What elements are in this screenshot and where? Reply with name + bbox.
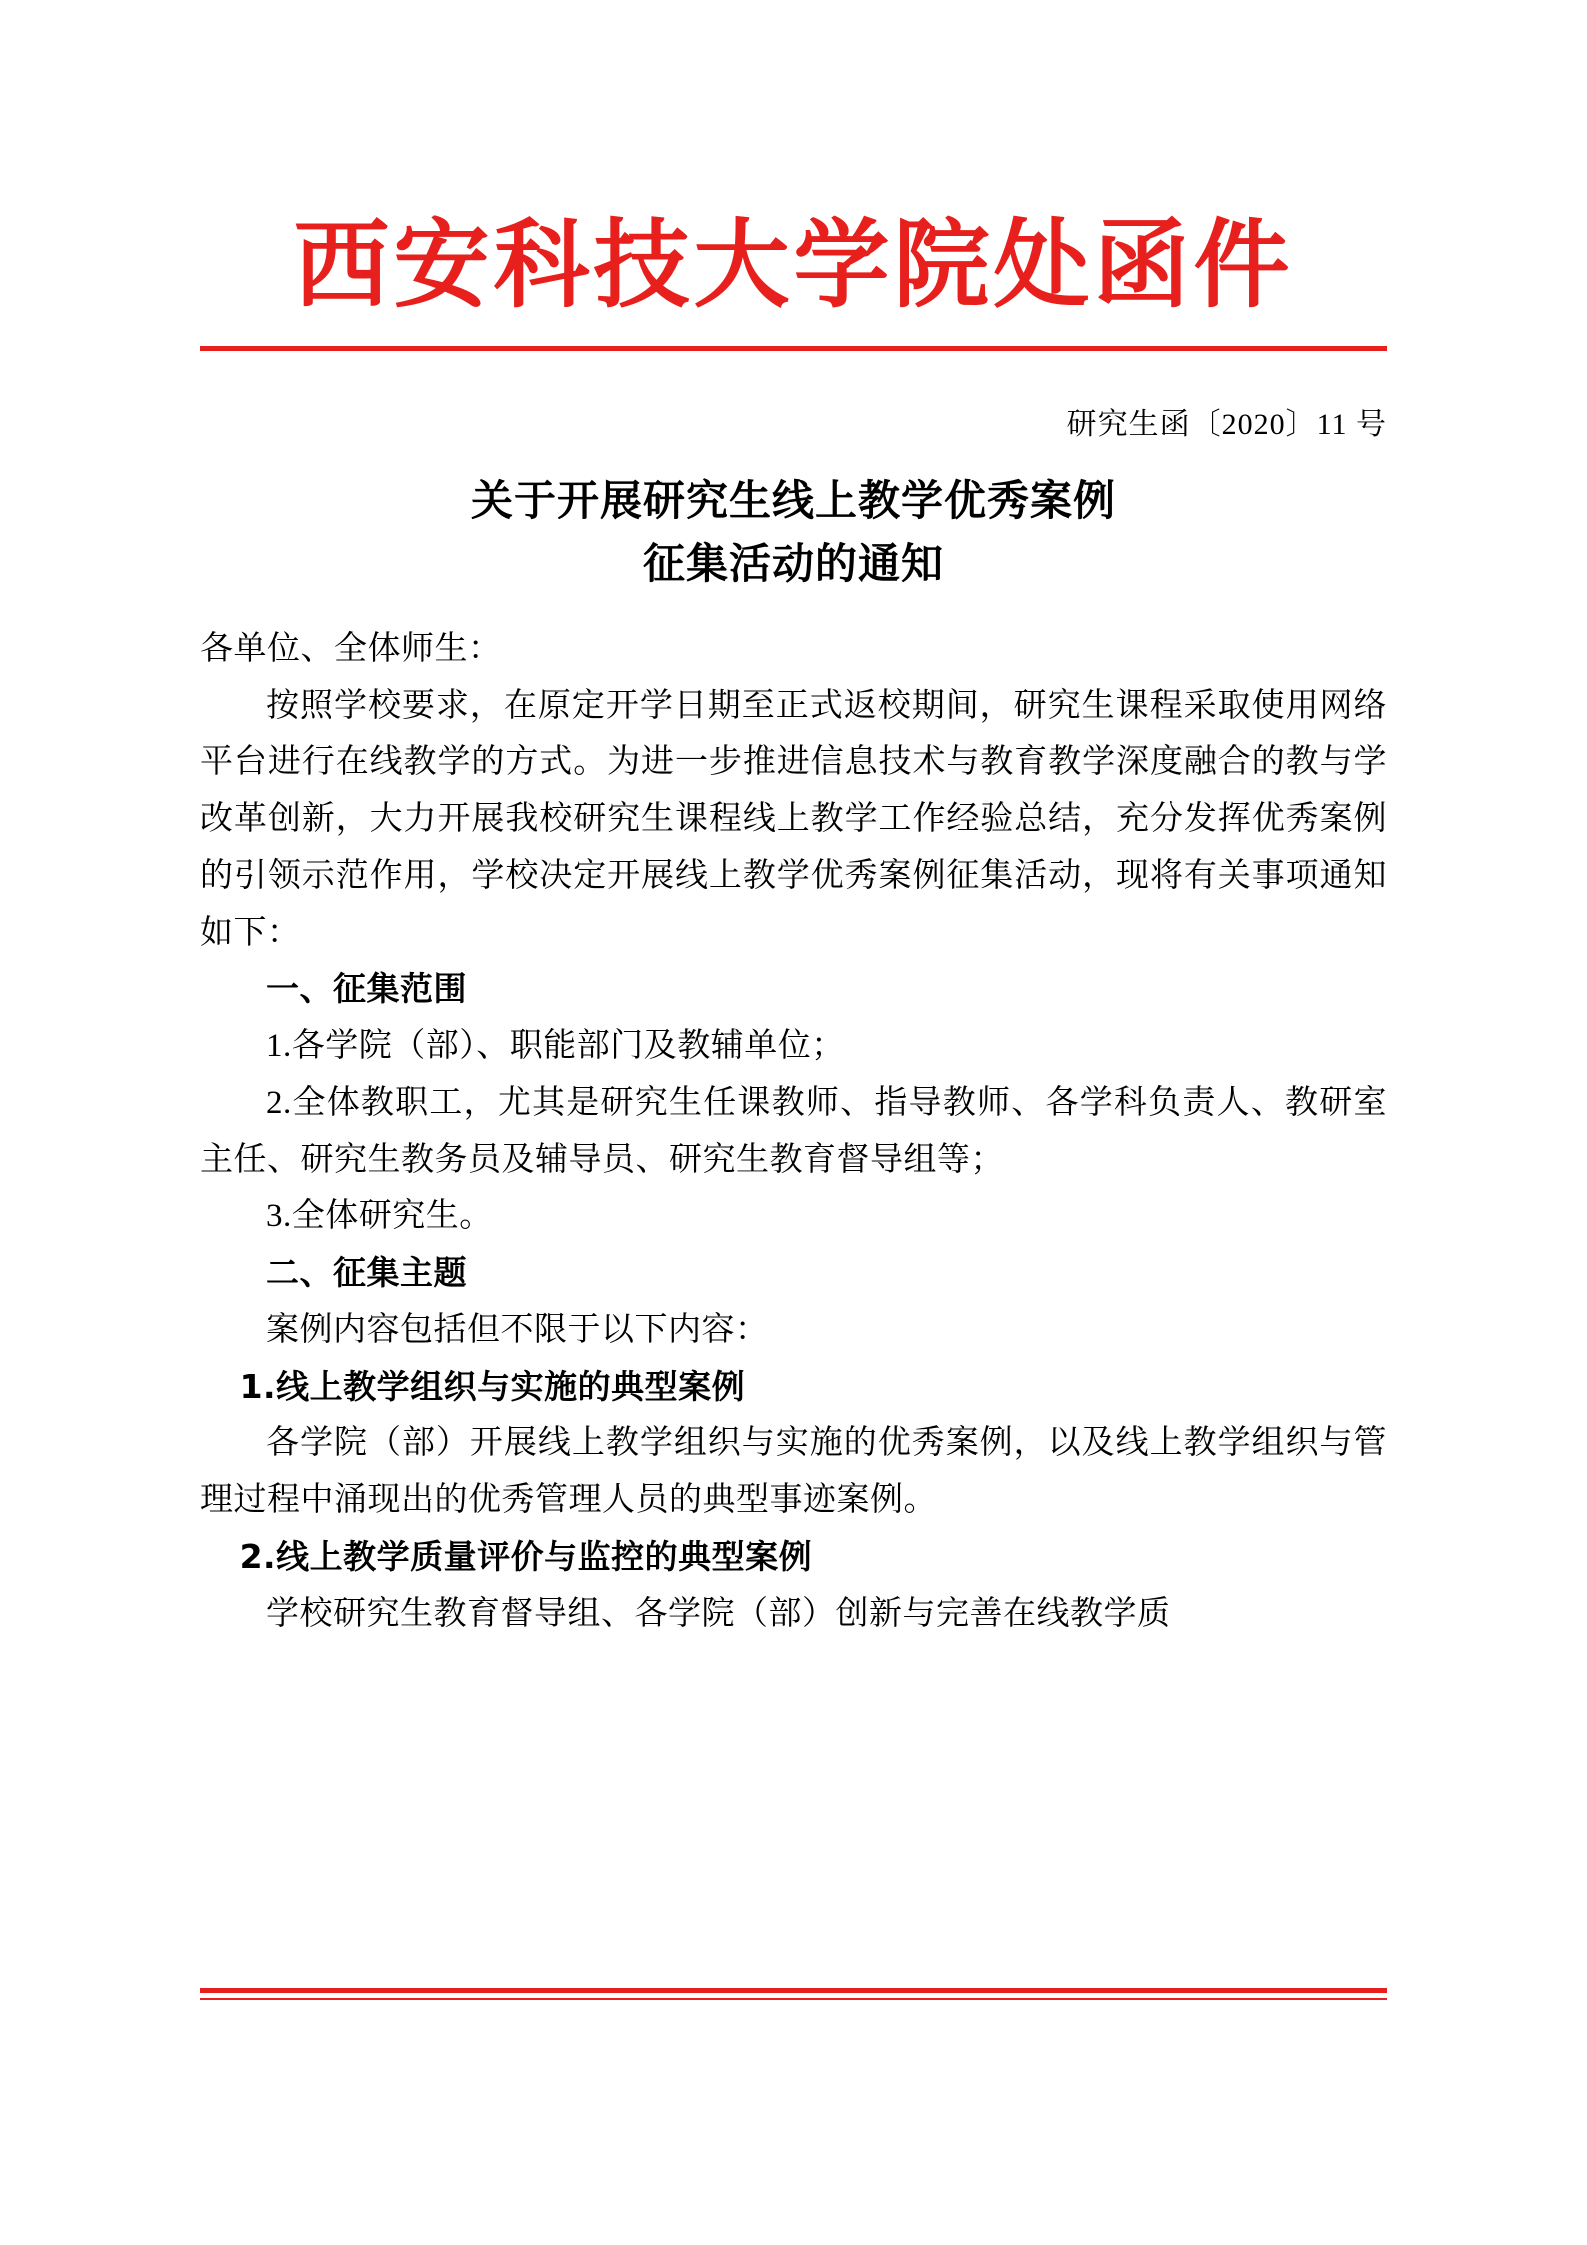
section-1-heading: 一、征集范围: [266, 969, 467, 1009]
section-2-sub-2-text: 学校研究生教育督导组、各学院（部）创新与完善在线教学质: [266, 1595, 1171, 1632]
section-2-heading: 二、征集主题: [266, 1253, 467, 1293]
document-title: [200, 469, 1387, 595]
document-number: 研究生函〔2020〕11 号: [1066, 407, 1387, 441]
document-title-line-2: 征集活动的通知: [642, 538, 944, 588]
masthead-title: 西安科技大学院处函件: [293, 209, 1294, 321]
section-2-sub-1-heading: 1.线上教学组织与实施的典型案例: [239, 1366, 746, 1406]
document-body: [200, 621, 1387, 1643]
salutation: 各单位、全体师生：: [200, 630, 502, 667]
footer-rule-thick: [200, 1988, 1387, 1993]
section-2-sub-2-heading: 2.线上教学质量评价与监控的典型案例: [239, 1536, 813, 1576]
footer-divider: [200, 1988, 1387, 2000]
masthead: [200, 0, 1387, 351]
document-title-line-1: 关于开展研究生线上教学优秀案例: [470, 475, 1116, 525]
section-1-item-1: 1.各学院（部）、职能部门及教辅单位；: [266, 1028, 845, 1065]
masthead-divider: [200, 346, 1387, 351]
section-1-item-3: 3.全体研究生。: [266, 1198, 493, 1235]
section-1-item-2: 2.全体教职工，尤其是研究生任课教师、指导教师、各学科负责人、教研室主任、研究生教务员及辅导员、研究生教育督导组等；: [200, 1084, 1387, 1178]
section-2-intro: 案例内容包括但不限于以下内容：: [266, 1311, 769, 1348]
intro-paragraph: 按照学校要求，在原定开学日期至正式返校期间，研究生课程采取使用网络平台进行在线教学的方式。为进一步推进信息技术与教育教学深度融合的教与学改革创新，大力开展我校研究生课程线上教学工作经验总结，充分发挥优秀案例的引领示范作用，学校决定开展线上教学优秀案例征集活动，现将有关事项通知如下：: [200, 687, 1387, 951]
footer-rule-thin: [200, 1998, 1387, 2000]
section-2-sub-1-text: 各学院（部）开展线上教学组织与实施的优秀案例，以及线上教学组织与管理过程中涌现出的优秀管理人员的典型事迹案例。: [200, 1425, 1387, 1519]
